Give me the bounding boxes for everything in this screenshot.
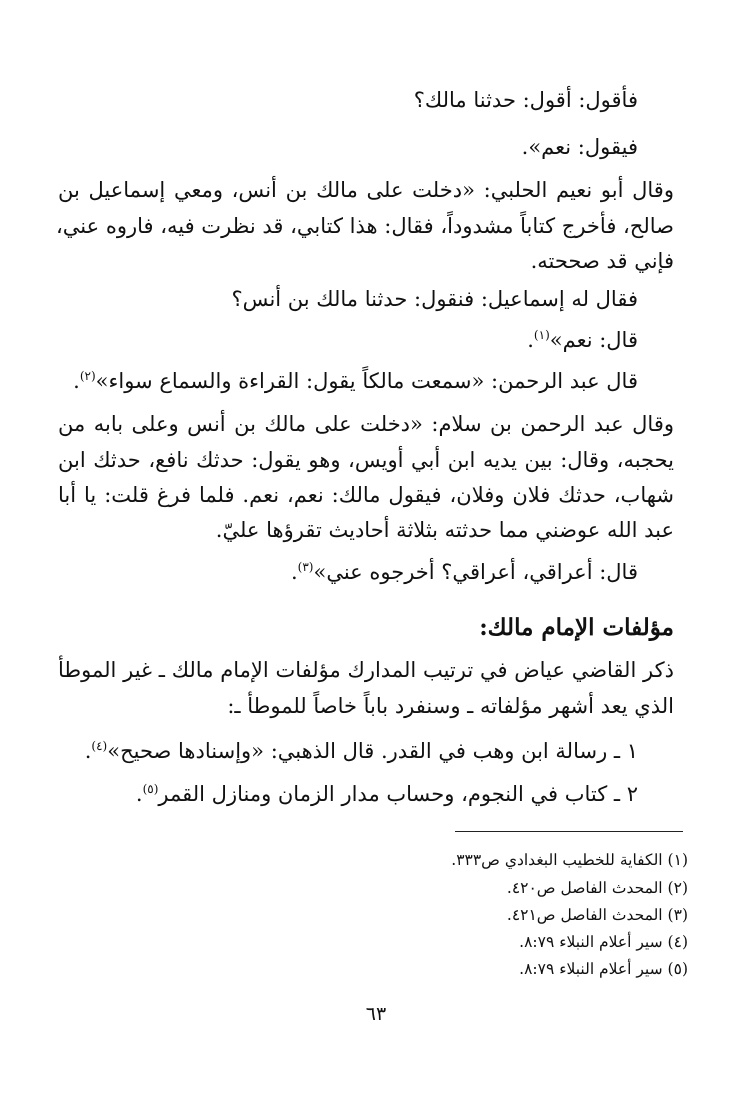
text-line: يحجبه، وقال: بين يديه ابن أبي أويس، وهو يقول: حدثك نافع، حدثك ابن [58,448,674,472]
footnote-text: سير أعلام النبلاء ٨:٧٩. [519,933,663,951]
text-line: فأقول: أقول: حدثنا مالك؟ [413,88,638,112]
text-line: فقال له إسماعيل: فنقول: حدثنا مالك بن أنس؟ [231,287,638,311]
text-line: فإني قد صححته. [530,249,674,273]
footnote-text: المحدث الفاصل ص٤٢١. [506,906,663,924]
footnote-ref: (٣) [297,560,314,574]
section-heading: مؤلفات الإمام مالك: [479,614,674,641]
footnote [288,959,688,979]
text-line: الذي يعد أشهر مؤلفاته ـ وسنفرد باباً خاصاً للموطأ ـ: [227,694,674,718]
footnote-number: (٥) [667,960,688,978]
footnote-text: المحدث الفاصل ص٤٢٠. [506,879,663,897]
page-number: ٦٣ [365,1003,387,1025]
footnote-ref: (٢) [79,369,96,383]
footnote-ref: (١) [533,328,550,342]
footnote-divider [455,831,683,832]
text-line: عبد الله عوضني مما حدثته بثلاثة أحاديث تقرؤها عليّ. [215,518,674,542]
text-line: وقال عبد الرحمن بن سلام: «دخلت على مالك بن أنس وعلى بابه من [58,412,674,436]
footnote-number: (١) [667,851,688,869]
footnote [288,905,688,925]
text-line: فيقول: نعم». [521,135,638,159]
text-line: شهاب، حدثك فلان وفلان، فيقول مالك: نعم، نعم. فلما فرغ قلت: يا أبا [58,483,674,507]
footnote-ref: (٤) [91,739,108,753]
text-line: قال: أعراقي، أعراقي؟ أخرجوه عني»$^{(٣)}$. [290,560,638,584]
footnote-ref: (٥) [142,782,159,796]
list-item: ٢ ـ كتاب في النجوم، وحساب مدار الزمان ومنازل القمر$^{(٥)}$. [135,782,638,806]
text-line: ذكر القاضي عياض في ترتيب المدارك مؤلفات الإمام مالك ـ غير الموطأ [58,658,674,682]
footnote-number: (٢) [667,879,688,897]
list-item: ١ ـ رسالة ابن وهب في القدر. قال الذهبي: «وإسنادها صحيح»$^{(٤)}$. [84,739,638,763]
footnote [288,878,688,898]
footnote-number: (٤) [667,933,688,951]
text-line: قال: نعم»$^{(١)}$. [527,328,638,352]
text-line: صالح، فأخرج كتاباً مشدوداً، فقال: هذا كتابي، قد نظرت فيه، فاروه عني، [56,214,674,238]
footnote-text: سير أعلام النبلاء ٨:٧٩. [519,960,663,978]
footnote-text: الكفاية للخطيب البغدادي ص٣٣٣. [451,851,663,869]
text-line: وقال أبو نعيم الحلبي: «دخلت على مالك بن أنس، ومعي إسماعيل بن [58,178,674,202]
text-line: قال عبد الرحمن: «سمعت مالكاً يقول: القراءة والسماع سواء»$^{(٢)}$. [73,369,638,393]
footnote [288,932,688,952]
footnote [288,850,688,870]
footnote-number: (٣) [667,906,688,924]
